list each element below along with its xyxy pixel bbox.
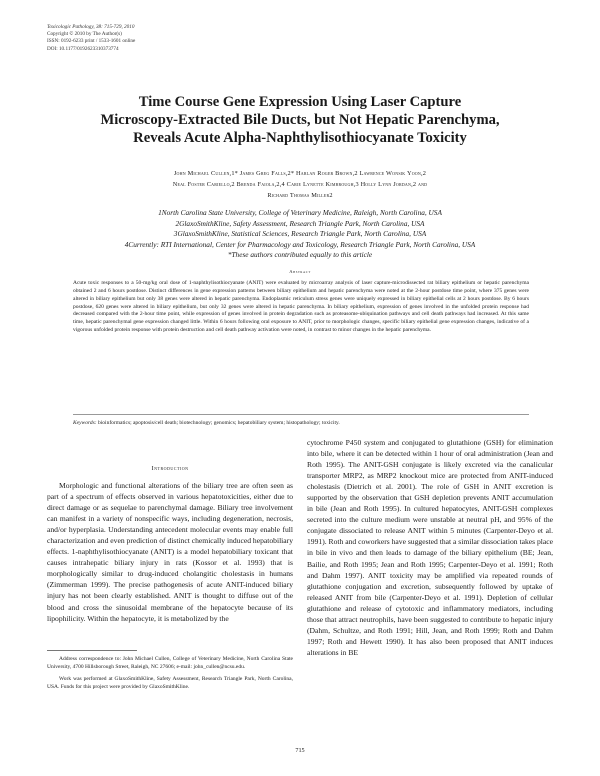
- introduction-right-column: cytochrome P450 system and conjugated to glutathione (GSH) for elimination into bile, where it can be detected within 1 hour of oral administration (Jean and Roth 1995). The ANIT-GSH conjugate is likely excreted via the canalicular transporter MRP2, as MRP2 knockout mice are protected from ANIT-induced cholestasis (Dietrich et al. 2001). The role of GSH in ANIT excretion is supported by the observation that GSH depletion prevents ANIT accumulation in bile (Jean and Roth 1995). In cultured hepatocytes, ANIT-GSH complexes secreted into the culture medium were unstable at neutral pH, and 95% of the conjugate dissociated to release ANIT within 5 minutes (Carpenter-Deyo et al. 1991). Roth and coworkers have suggested that a similar dissociation takes place in bile in vivo and then leads to damage of the biliary epithelium (BE; Jean, Bailie, and Roth 1995; Jean and Roth 1995; Carpenter-Deyo et al. 1991; Roth and Dahm 1997). ANIT toxicity may be amplified via repeated rounds of glutathione conjugation and excretion, subsequently followed by uptake of released ANIT from bile (Carpenter-Deyo et al. 1991). Depletion of cellular glutathione and release of cytotoxic and inflammatory mediators, including those that attract neutrophils, have been suggested to contribute to hepatic injury (Dahm, Schultze, and Roth 1991; Hill, Jean, and Roth 1999; Roth and Dahm 1997; Roth and Hewett 1990). It has also been proposed that ANIT induces alterations in BE: [307, 438, 553, 657]
- journal-issn: ISSN: 0192-6233 print / 1533-1601 online: [47, 38, 136, 45]
- equal-contribution-note: *These authors contributed equally to this article: [227, 250, 373, 259]
- introduction-heading: Introduction: [151, 465, 189, 472]
- journal-info: [47, 24, 135, 53]
- abstract-divider: [73, 414, 529, 415]
- affiliation-4: 4Currently: RTI International, Center for Pharmacology and Toxicology, Research Triangle Park, North Carolina, USA: [124, 239, 476, 249]
- author-list: [40, 168, 560, 202]
- authors-line-3: Richard Thomas Miller2: [267, 192, 333, 200]
- footnote-funding: Work was performed at GlaxoSmithKline, Safety Assessment, Research Triangle Park, North Carolina, USA. Funds for this project were provided by GlaxoSmithKline.: [47, 675, 293, 690]
- journal-copyright: Copyright © 2010 by The Author(s): [47, 31, 122, 38]
- affiliation-3: 3GlaxoSmithKline, Statistical Sciences, Research Triangle Park, North Carolina, USA: [173, 229, 427, 238]
- footnotes: [47, 656, 293, 696]
- abstract-text: Acute toxic responses to a 50-mg/kg oral dose of 1-naphthylisothiocyanate (ANIT) were evaluated by microarray analysis of laser capture-microdissected rat biliary epithelium or hepatic parenchyma obtained 2 and 6 hours postdose. Distinct differences in gene expression patterns between biliary epithelium and hepatic parenchyma were noted at the 2-hour postdose time point, where 375 genes were altered in biliary epithelium but only 38 genes were altered in hepatic parenchyma. Endoplasmic reticulum stress genes were uniquely expressed in biliary epithelial cells at 2 hours postdose. By 6 hours postdose, 620 genes were altered in biliary epithelium, but only 32 genes were altered in hepatic parenchyma. In biliary epithelium, expression of genes involved in the unfolded protein response had decreased compared with the 2-hour time point, while expression of genes involved in protein degradation such as proteasome-ubiquination pathways and cell death pathways had increased. At this same time, hepatic parenchymal gene expression changed little. Within 6 hours following oral exposure to ANIT, prior to morphologic changes, specific biliary epithelial gene expression changes, indicative of a vigorous unfolded protein response with protein destruction and cell death pathway activation were noted, in contrast to minor changes in the hepatic parenchyma.: [73, 280, 529, 334]
- affiliation-2: 2GlaxoSmithKline, Safety Assessment, Research Triangle Park, North Carolina, USA: [175, 218, 425, 228]
- affiliations: [40, 208, 560, 261]
- title-line-2: Microscopy-Extracted Bile Ducts, but Not Hepatic Parenchyma,: [100, 112, 500, 129]
- title-line-3: Reveals Acute Alpha-Naphthylisothiocyanate Toxicity: [133, 130, 467, 147]
- authors-line-2: Neal Foster Cariello,2 Brenda Faiola,2,4 Carie Lynette Kimbrough,3 Holly Lynn Jordan,2 and: [172, 181, 428, 189]
- page-number: 715: [295, 747, 305, 754]
- keywords-label: Keywords:: [73, 420, 97, 426]
- keywords-text: bioinformatics; apoptosis/cell death; biotechnology; genomics; hepatobiliary system; histopathology; toxicity.: [98, 420, 340, 426]
- journal-citation: Toxicologic Pathology, 38: 715-729, 2010: [47, 24, 135, 30]
- abstract-heading: Abstract: [289, 269, 311, 274]
- title-line-1: Time Course Gene Expression Using Laser Capture: [138, 94, 462, 110]
- keywords: [73, 420, 529, 428]
- paper-title: [40, 93, 560, 148]
- affiliation-1: 1North Carolina State University, College of Veterinary Medicine, Raleigh, North Carolina, USA: [158, 208, 442, 217]
- journal-doi: DOI: 10.1177/0192623310373774: [47, 45, 119, 52]
- footnote-address: Address correspondence to: John Michael Cullen, College of Veterinary Medicine, North Carolina State University, 4700 Hillsborough Street, Raleigh, NC 27606; e-mail: john_cullen@ncsu.edu.: [47, 656, 293, 670]
- authors-line-1: John Michael Cullen,1* James Greg Falls,2* Harlan Roger Brown,2 Lawrence Wonsik Yoon,2: [173, 170, 427, 177]
- introduction-left-column: Morphologic and functional alterations of the biliary tree are often seen as part of a spectrum of effects observed in various hepatotoxicities, either due to direct damage or as sequelae to parenchymal damage. Biliary tree involvement can manifest in a variety of nonspecific ways, including degeneration, necrosis, and/or hyperplasia. Understanding antecedent molecular events may enable full characterization and even prediction of distinct chemically induced hepatobiliary effects. 1-naphthylisothiocyanate (ANIT) is a model hepatobiliary toxicant that causes intrahepatic biliary injury in rats (Kossor et al. 1993) that is morphologically similar to drug-induced cholangitic cholestasis in humans (Zimmerman 1999). The precise pathogenesis of acute ANIT-induced biliary injury has not been clearly established. ANIT is thought to diffuse out of the blood and cross the sinusoidal membrane of the hepatocyte because of its lipophilicity. Within the hepatocyte, it is metabolized by the: [47, 481, 293, 623]
- footnote-divider: [47, 650, 137, 651]
